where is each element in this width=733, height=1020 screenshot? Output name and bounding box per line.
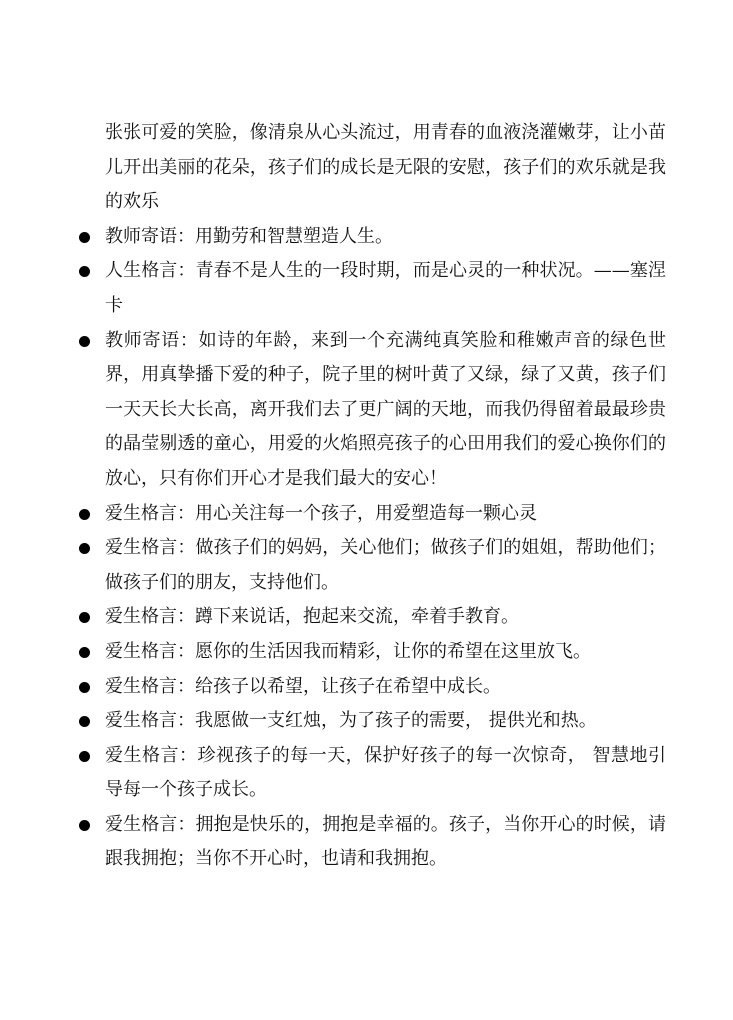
- list-item-text: 爱生格言：给孩子以希望，让孩子在希望中成长。: [105, 675, 501, 697]
- bullet-icon: [79, 266, 90, 277]
- list-item: [76, 497, 666, 532]
- bullet-list: [76, 220, 666, 877]
- list-item-text: 爱生格言：拥抱是快乐的，拥抱是幸福的。孩子，当你开心的时候，请跟我拥抱；当你不开心时，也请和我拥抱。: [105, 813, 666, 870]
- list-item: [76, 220, 666, 255]
- bullet-icon: [79, 509, 90, 520]
- list-item: [76, 739, 666, 808]
- list-item: [76, 808, 666, 877]
- list-item-text: 爱生格言：做孩子们的妈妈，关心他们；做孩子们的姐姐，帮助他们；做孩子们的朋友，支持他们。: [105, 537, 666, 593]
- list-item-text: 爱生格言：我愿做一支红烛，为了孩子的需要， 提供光和热。: [105, 710, 597, 732]
- list-item: [76, 635, 666, 670]
- list-item: [76, 670, 666, 705]
- bullet-icon: [79, 682, 90, 693]
- bullet-icon: [79, 647, 90, 658]
- list-item-text: 教师寄语：如诗的年龄，来到一个充满纯真笑脸和稚嫩声音的绿色世界，用真挚播下爱的种子，院子里的树叶黄了又绿，绿了又黄，孩子们一天天长大长高，离开我们去了更广阔的天地，而我仍得留着最最珍贵的晶莹剔透的童心，用爱的火焰照亮孩子的心田用我们的爱心换你们的放心，只有你们开心才是我们最大的安心！: [105, 329, 666, 489]
- list-item: [76, 600, 666, 635]
- list-item: [76, 254, 666, 323]
- list-item-text: 爱生格言：珍视孩子的每一天，保护好孩子的每一次惊奇， 智慧地引导每一个孩子成长。: [105, 744, 666, 801]
- bullet-icon: [79, 820, 90, 831]
- document-body: [76, 116, 666, 877]
- bullet-icon: [79, 336, 90, 347]
- intro-paragraph: 张张可爱的笑脸，像清泉从心头流过，用青春的血液浇灌嫩芽，让小苗儿开出美丽的花朵，孩子们的成长是无限的安慰，孩子们的欢乐就是我的欢乐: [105, 122, 666, 213]
- list-item: [76, 531, 666, 600]
- bullet-icon: [79, 232, 90, 243]
- list-item-text: 教师寄语：用勤劳和智慧塑造人生。: [105, 225, 393, 247]
- bullet-icon: [79, 716, 90, 727]
- bullet-icon: [79, 543, 90, 554]
- list-item: [76, 704, 666, 739]
- list-item: [76, 324, 666, 497]
- list-item-text: 爱生格言：用心关注每一个孩子，用爱塑造每一颗心灵: [105, 502, 537, 524]
- list-item-text: 爱生格言：蹲下来说话，抱起来交流，牵着手教育。: [105, 606, 519, 628]
- list-item-text: 爱生格言：愿你的生活因我而精彩，让你的希望在这里放飞。: [105, 640, 591, 662]
- bullet-icon: [79, 612, 90, 623]
- list-item-text: 人生格言：青春不是人生的一段时期，而是心灵的一种状况。——塞涅卡: [105, 260, 666, 316]
- bullet-icon: [79, 751, 90, 762]
